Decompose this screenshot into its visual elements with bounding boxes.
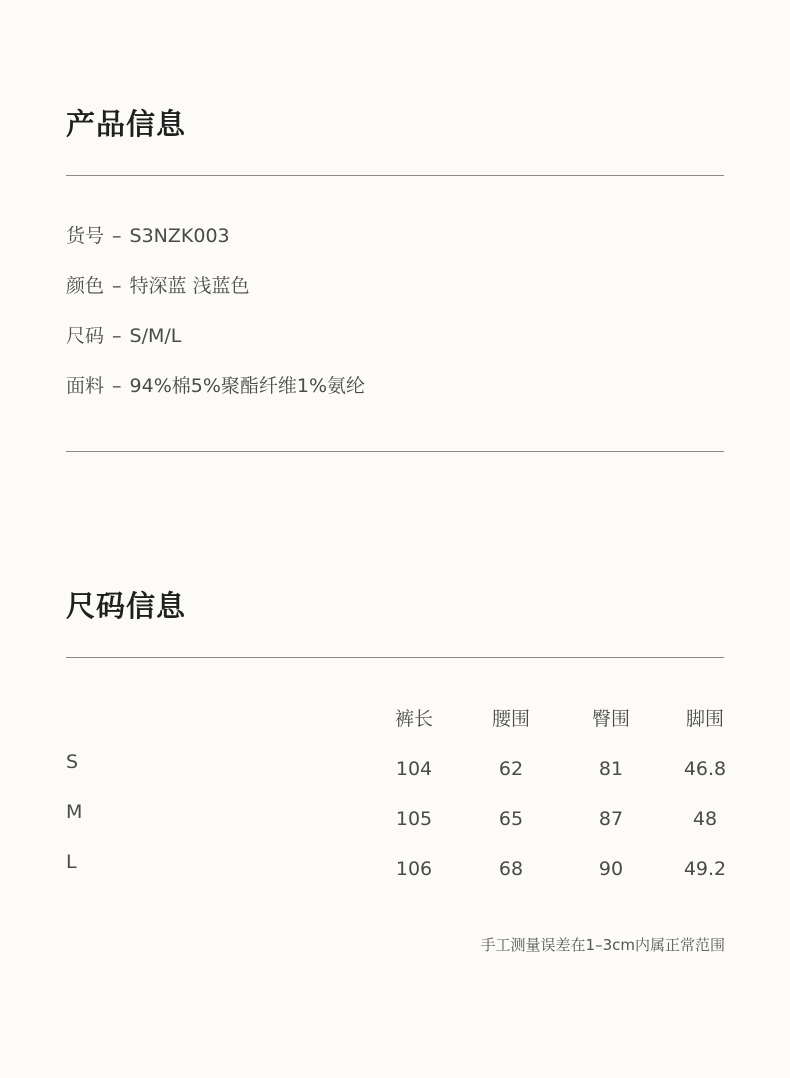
size-info-divider (66, 657, 724, 658)
info-separator: – (112, 225, 122, 247)
size-cell: 105 (395, 808, 433, 830)
info-row-size (66, 327, 181, 346)
product-info-top-divider (66, 175, 724, 176)
size-cell: 87 (598, 808, 624, 830)
size-column-header: 腰围 (491, 708, 530, 730)
size-row-label: L (66, 851, 77, 873)
info-label: 尺码 (66, 325, 105, 347)
size-cell: 90 (598, 858, 624, 880)
size-cell: 104 (395, 758, 433, 780)
measurement-note: 手工测量误差在1–3cm内属正常范围 (480, 936, 725, 954)
size-row-label: M (66, 801, 83, 823)
size-cell: 62 (498, 758, 524, 780)
size-cell: 106 (395, 858, 433, 880)
info-label: 颜色 (66, 275, 105, 297)
info-separator: – (112, 375, 122, 397)
size-column-header: 脚围 (685, 708, 724, 730)
info-row-fabric (66, 377, 365, 396)
size-cell: 68 (498, 858, 524, 880)
size-row-label: S (66, 751, 79, 773)
size-cell: 49.2 (683, 858, 727, 880)
product-info-title: 产品信息 (66, 107, 187, 141)
size-cell: 65 (498, 808, 524, 830)
info-value: 特深蓝 浅蓝色 (129, 275, 250, 297)
info-value: S3NZK003 (129, 225, 230, 247)
size-cell: 46.8 (683, 758, 727, 780)
size-column-header: 裤长 (394, 708, 433, 730)
size-cell: 48 (692, 808, 718, 830)
size-info-title: 尺码信息 (66, 589, 187, 623)
size-column-header: 臀围 (591, 708, 630, 730)
info-value: S/M/L (129, 325, 182, 347)
info-row-item-number (66, 227, 230, 246)
info-row-color (66, 277, 250, 296)
info-value: 94%棉5%聚酯纤维1%氨纶 (129, 375, 366, 397)
info-label: 货号 (66, 225, 105, 247)
info-label: 面料 (66, 375, 105, 397)
info-separator: – (112, 325, 122, 347)
product-info-bottom-divider (66, 451, 724, 452)
size-cell: 81 (598, 758, 624, 780)
info-separator: – (112, 275, 122, 297)
